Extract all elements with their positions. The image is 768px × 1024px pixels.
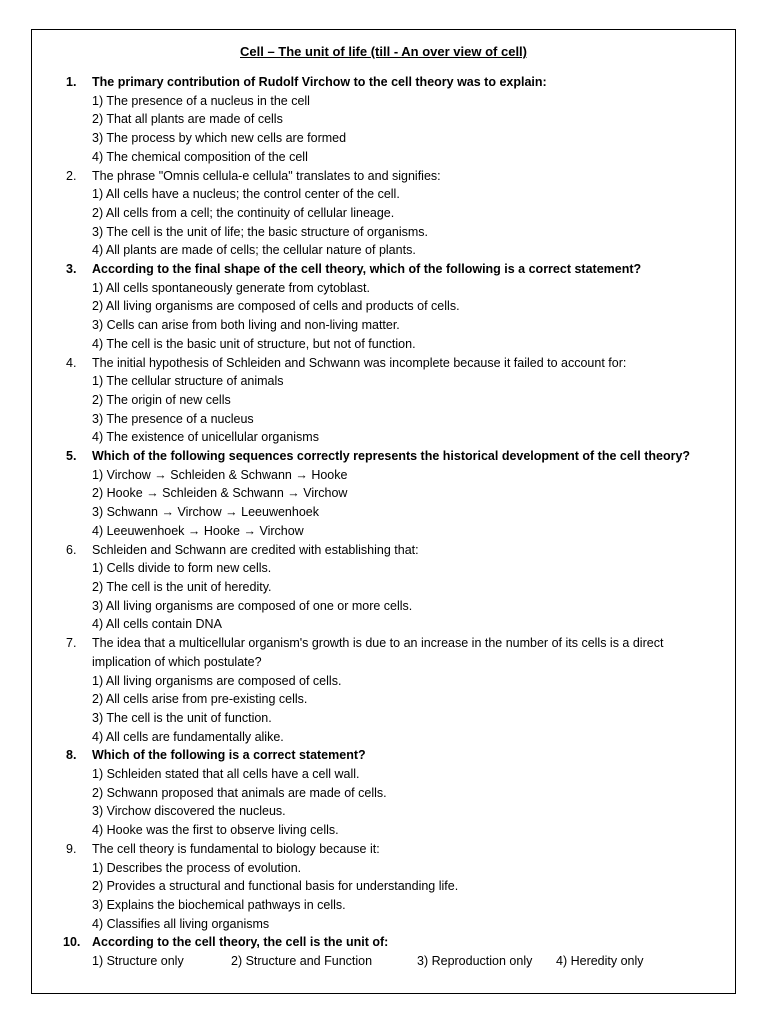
question-number: 1. — [66, 75, 77, 89]
question-number: 2. — [66, 168, 77, 183]
question-list — [63, 73, 722, 971]
question-1 — [66, 73, 722, 167]
page-frame — [31, 29, 736, 994]
question-text: The initial hypothesis of Schleiden and Schwann was incomplete because it failed to account for: — [92, 355, 627, 370]
option-4: 4) The existence of unicellular organisms — [92, 430, 319, 445]
option-2: 2) The origin of new cells — [92, 392, 231, 407]
question-text: The idea that a multicellular organism's growth is due to an increase in the number of its cells is a direct implication of which postulate? — [92, 636, 664, 669]
question-text: The cell theory is fundamental to biology because it: — [92, 841, 380, 856]
question-3 — [66, 260, 722, 354]
option-2: 2) All cells from a cell; the continuity of cellular lineage. — [92, 205, 395, 220]
question-number: 4. — [66, 355, 77, 370]
option-4: 4) Classifies all living organisms — [92, 916, 270, 931]
option-1: 1) The presence of a nucleus in the cell — [92, 93, 310, 108]
option-4: 4) Hooke was the first to observe living cells. — [92, 823, 339, 838]
option-4: 4) All plants are made of cells; the cellular nature of plants. — [92, 243, 416, 258]
option-4: 4) All cells are fundamentally alike. — [92, 729, 284, 744]
option-2: 2) All living organisms are composed of cells and products of cells. — [92, 299, 460, 314]
option-4: 4) Leeuwenhoek → Hooke → Virchow — [92, 523, 304, 538]
option-3: 3) The process by which new cells are formed — [92, 131, 347, 146]
question-10 — [63, 933, 722, 970]
question-text: Which of the following sequences correctly represents the historical development of the cell theory? — [92, 449, 691, 464]
option-3: 3) The cell is the unit of life; the basic structure of organisms. — [92, 224, 429, 239]
option-3: 3) Reproduction only — [417, 954, 533, 969]
question-6 — [66, 541, 722, 635]
option-1: 1) The cellular structure of animals — [92, 374, 284, 389]
question-text: Which of the following is a correct statement? — [92, 748, 366, 763]
question-text: According to the cell theory, the cell is the unit of: — [92, 935, 389, 950]
question-text: The phrase "Omnis cellula-e cellula" translates to and signifies: — [92, 168, 441, 183]
question-number: 5. — [66, 449, 77, 464]
option-3: 3) Virchow discovered the nucleus. — [92, 804, 286, 819]
option-1: 1) Cells divide to form new cells. — [92, 561, 272, 576]
question-number: 7. — [66, 636, 77, 651]
option-1: 1) All living organisms are composed of cells. — [92, 673, 342, 688]
option-3: 3) All living organisms are composed of one or more cells. — [92, 598, 413, 613]
question-number: 9. — [66, 841, 77, 856]
question-2 — [66, 167, 722, 261]
question-text: Schleiden and Schwann are credited with establishing that: — [92, 542, 419, 557]
option-3: 3) Cells can arise from both living and non-living matter. — [92, 318, 400, 333]
question-number: 8. — [66, 748, 77, 763]
option-4: 4) All cells contain DNA — [92, 617, 222, 632]
question-8 — [66, 746, 722, 840]
option-4: 4) The cell is the basic unit of structure, but not of function. — [92, 336, 416, 351]
option-1: 1) Describes the process of evolution. — [92, 860, 302, 875]
question-number: 3. — [66, 262, 77, 277]
option-4: 4) Heredity only — [556, 954, 644, 969]
option-2: 2) The cell is the unit of heredity. — [92, 579, 272, 594]
option-1: 1) Structure only — [92, 954, 184, 969]
option-1: 1) Virchow → Schleiden & Schwann → Hooke — [92, 467, 348, 482]
option-2: 2) Hooke → Schleiden & Schwann → Virchow — [92, 486, 348, 501]
question-text: The primary contribution of Rudolf Virchow to the cell theory was to explain: — [92, 75, 547, 89]
document-title: Cell – The unit of life (till - An over view of cell) — [240, 44, 527, 59]
option-3: 3) The presence of a nucleus — [92, 411, 254, 426]
question-4 — [66, 354, 722, 448]
option-2: 2) All cells arise from pre-existing cells. — [92, 692, 308, 707]
question-text: According to the final shape of the cell theory, which of the following is a correct statement? — [92, 262, 642, 277]
option-3: 3) Explains the biochemical pathways in cells. — [92, 897, 346, 912]
option-row — [92, 952, 722, 971]
question-5 — [66, 447, 722, 541]
option-1: 1) All cells spontaneously generate from cytoblast. — [92, 280, 370, 295]
question-number: 6. — [66, 542, 77, 557]
option-2: 2) Provides a structural and functional basis for understanding life. — [92, 879, 459, 894]
option-2: 2) Schwann proposed that animals are made of cells. — [92, 785, 387, 800]
option-2: 2) Structure and Function — [231, 954, 373, 969]
option-3: 3) Schwann → Virchow → Leeuwenhoek — [92, 505, 319, 520]
option-2: 2) That all plants are made of cells — [92, 112, 283, 127]
option-1: 1) Schleiden stated that all cells have a cell wall. — [92, 767, 360, 782]
question-number: 10. — [63, 935, 81, 950]
question-7 — [66, 634, 722, 746]
option-4: 4) The chemical composition of the cell — [92, 149, 308, 164]
option-3: 3) The cell is the unit of function. — [92, 710, 272, 725]
option-1: 1) All cells have a nucleus; the control center of the cell. — [92, 187, 400, 202]
question-9 — [66, 840, 722, 934]
